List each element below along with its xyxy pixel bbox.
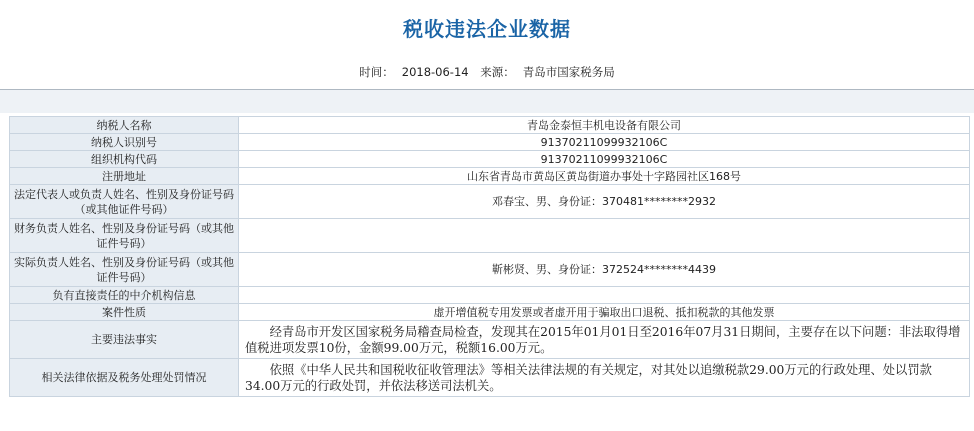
- table-row: [10, 359, 970, 397]
- row-value: 虚开增值税专用发票或者虚开用于骗取出口退税、抵扣税款的其他发票: [239, 304, 970, 321]
- time-value: 2018-06-14: [401, 65, 469, 79]
- table-row: [10, 185, 970, 219]
- row-label: 主要违法事实: [10, 321, 239, 359]
- row-label: 法定代表人或负责人姓名、性别及身份证号码（或其他证件号码）: [10, 185, 239, 219]
- row-value: 91370211099932106C: [239, 151, 970, 168]
- row-label: 纳税人名称: [10, 117, 239, 134]
- row-label: 相关法律依据及税务处理处罚情况: [10, 359, 239, 397]
- page-title: 税收违法企业数据: [403, 17, 571, 41]
- meta-line: [0, 64, 974, 80]
- table-row: [10, 304, 970, 321]
- row-value: 邓春宝、男、身份证：370481********2932: [239, 185, 970, 219]
- table-row: [10, 134, 970, 151]
- row-value: 山东省青岛市黄岛区黄岛街道办事处十字路园社区168号: [239, 168, 970, 185]
- row-value: [239, 287, 970, 304]
- row-label: 组织机构代码: [10, 151, 239, 168]
- table-row: [10, 253, 970, 287]
- table-row: [10, 151, 970, 168]
- row-label: 案件性质: [10, 304, 239, 321]
- row-label: 实际负责人姓名、性别及身份证号码（或其他证件号码）: [10, 253, 239, 287]
- row-label: 财务负责人姓名、性别及身份证号码（或其他证件号码）: [10, 219, 239, 253]
- time-label: 时间：: [359, 65, 394, 79]
- table-row: [10, 168, 970, 185]
- row-label: 负有直接责任的中介机构信息: [10, 287, 239, 304]
- row-value: 91370211099932106C: [239, 134, 970, 151]
- row-label: 纳税人识别号: [10, 134, 239, 151]
- header-band: [0, 90, 974, 113]
- source-value: 青岛市国家税务局: [522, 65, 615, 79]
- row-label: 注册地址: [10, 168, 239, 185]
- row-value: 经青岛市开发区国家税务局稽查局检查，发现其在2015年01月01日至2016年07月31日期间，主要存在以下问题：非法取得增值税进项发票10份，金额99.00万元，税额16.00万元。: [239, 321, 970, 359]
- enterprise-info-table: [9, 116, 970, 397]
- table-row: [10, 219, 970, 253]
- table-row: [10, 321, 970, 359]
- table-row: [10, 117, 970, 134]
- row-value: 青岛金泰恒丰机电设备有限公司: [239, 117, 970, 134]
- table-row: [10, 287, 970, 304]
- row-value: [239, 219, 970, 253]
- source-label: 来源：: [480, 65, 515, 79]
- row-value: 靳彬贤、男、身份证：372524********4439: [239, 253, 970, 287]
- row-value: 依照《中华人民共和国税收征收管理法》等相关法律法规的有关规定，对其处以追缴税款29.00万元的行政处理、处以罚款34.00万元的行政处罚，并依法移送司法机关。: [239, 359, 970, 397]
